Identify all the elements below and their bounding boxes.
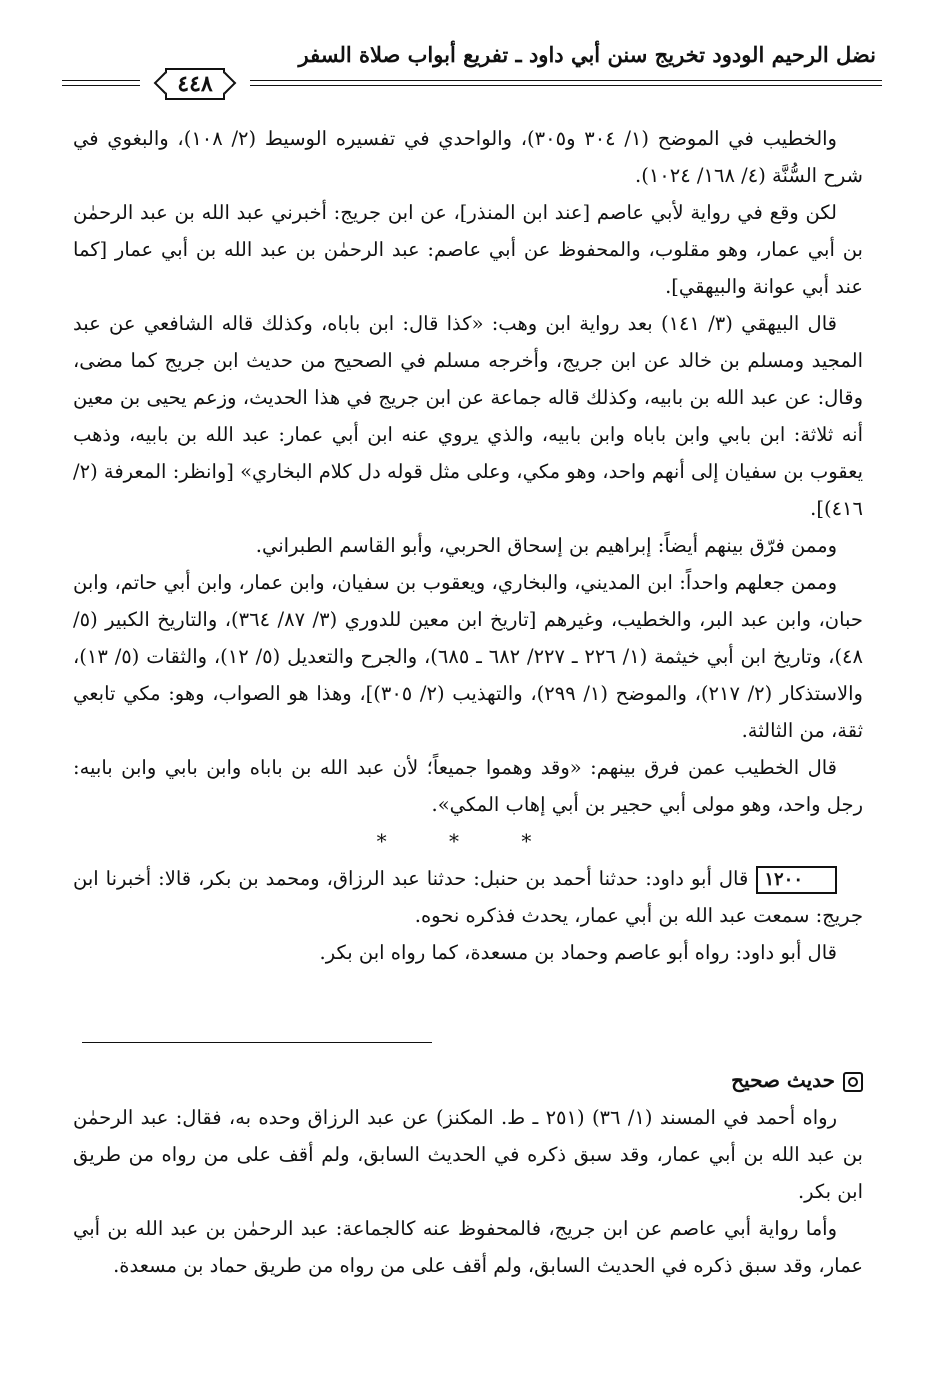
paragraph: والخطيب في الموضح (١/ ٣٠٤ و٣٠٥)، والواحدي في تفسيره الوسيط (٢/ ١٠٨)، والبغوي في شرح السُّنَّة (٤/ ١٦٨/ ١٠٢٤). — [73, 127, 863, 187]
hadith-note: قال أبو داود: رواه أبو عاصم وحماد بن مسعدة، كما رواه ابن بكر. — [319, 941, 837, 964]
paragraph: وممن جعلهم واحداً: ابن المديني، والبخاري، ويعقوب بن سفيان، وابن عمار، وابن أبي حاتم، وابن حبان، وابن عبد البر، والخطيب، وغيرهم [تاريخ ابن معين للدوري (٣/ ٨٧/ ٣٦٤)، والتاريخ الكبير (٥/ ٤٨)، وتاريخ ابن أبي خيثمة (١/ ٢٢٦ ـ ٢٢٧/ ٦٨٢ ـ ٦٨٥)، والجرح والتعديل (٥/ ١٢)، والثقات (٥/ ١٣)، والاستذكار (٢/ ٢١٧)، والموضح (١/ ٢٩٩)، والتهذيب (٢/ ٣٠٥)]، وهذا هو الصواب، وهو: مكي تابعي ثقة، من الثالثة. — [73, 571, 863, 742]
paragraph: لكن وقع في رواية لأبي عاصم [عند ابن المنذر]، عن ابن جريج: أخبرني عبد الله بن عبد الرحمٰن بن أبي عمار، وهو مقلوب، والمحفوظ عن أبي عاصم: عبد الرحمٰن بن عبد الله بن أبي عمار [كما عند أبي عوانة والبيهقي]. — [73, 201, 863, 298]
hadith-paragraph — [73, 860, 863, 934]
page-header — [62, 38, 882, 102]
running-title: نضل الرحيم الودود تخريج سنن أبي داود ـ تفريع أبواب صلاة السفر — [298, 42, 876, 67]
main-text — [73, 120, 863, 971]
page-number: ٤٤٨ — [165, 68, 224, 100]
footnote-separator — [82, 1042, 432, 1043]
paragraph: وممن فرّق بينهم أيضاً: إبراهيم بن إسحاق الحربي، وأبو القاسم الطبراني. — [255, 534, 837, 557]
section-divider-stars: * * * — [376, 829, 560, 853]
ruling-text: حديث صحيح — [731, 1068, 835, 1092]
ruling-heading — [73, 1062, 863, 1099]
note-paragraph: وأما رواية أبي عاصم عن ابن جريج، فالمحفوظ عنه كالجماعة: عبد الرحمٰن بن عبد الله بن أبي عمار، وقد سبق ذكره في الحديث السابق، ولم أقف على من رواه من طريق حماد بن مسعدة. — [73, 1217, 863, 1277]
hadith-text: قال أبو داود: حدثنا أحمد بن حنبل: حدثنا عبد الرزاق، ومحمد بن بكر، قالا: أخبرنا ابن جريج: سمعت عبد الله بن أبي عمار، يحدث فذكره نحوه. — [73, 867, 863, 927]
book-icon — [843, 1072, 863, 1092]
note-paragraph: رواه أحمد في المسند (١/ ٣٦) (٢٥١ ـ ط. المكنز) عن عبد الرزاق وحده به، فقال: عبد الرحمٰن بن عبد الله بن أبي عمار، وقد سبق ذكره في الحديث السابق، ولم أقف على من رواه من طريق ابن بكر. — [73, 1106, 863, 1203]
paragraph: قال الخطيب عمن فرق بينهم: «وقد وهموا جميعاً؛ لأن عبد الله بن باباه وابن بابي وابن بابيه: رجل واحد، وهو مولى أبي حجير بن أبي إهاب المكي». — [73, 756, 863, 816]
takhrij-notes — [73, 1062, 863, 1284]
hadith-number: ١٢٠٠ — [756, 866, 837, 894]
page-number-badge — [140, 66, 250, 102]
paragraph: قال البيهقي (٣/ ١٤١) بعد رواية ابن وهب: «كذا قال: ابن باباه، وكذلك قاله الشافعي عن عبد المجيد ومسلم بن خالد عن ابن جريج، وأخرجه مسلم في الصحيح من حديث ابن جريج كما مضى، وقال: عن عبد الله بن بابيه، وكذلك قاله جماعة عن ابن جريج في هذا الحديث، وزعم يحيى بن معين أنه ثلاثة: ابن بابي وابن باباه وابن بابيه، والذي يروي عنه ابن أبي عمار: عبد الله بن بابيه، وذهب يعقوب بن سفيان إلى أنهم واحد، وهو مكي، وعلى مثل قوله دل كلام البخاري» [وانظر: المعرفة (٢/ ٤١٦)]. — [73, 312, 863, 520]
